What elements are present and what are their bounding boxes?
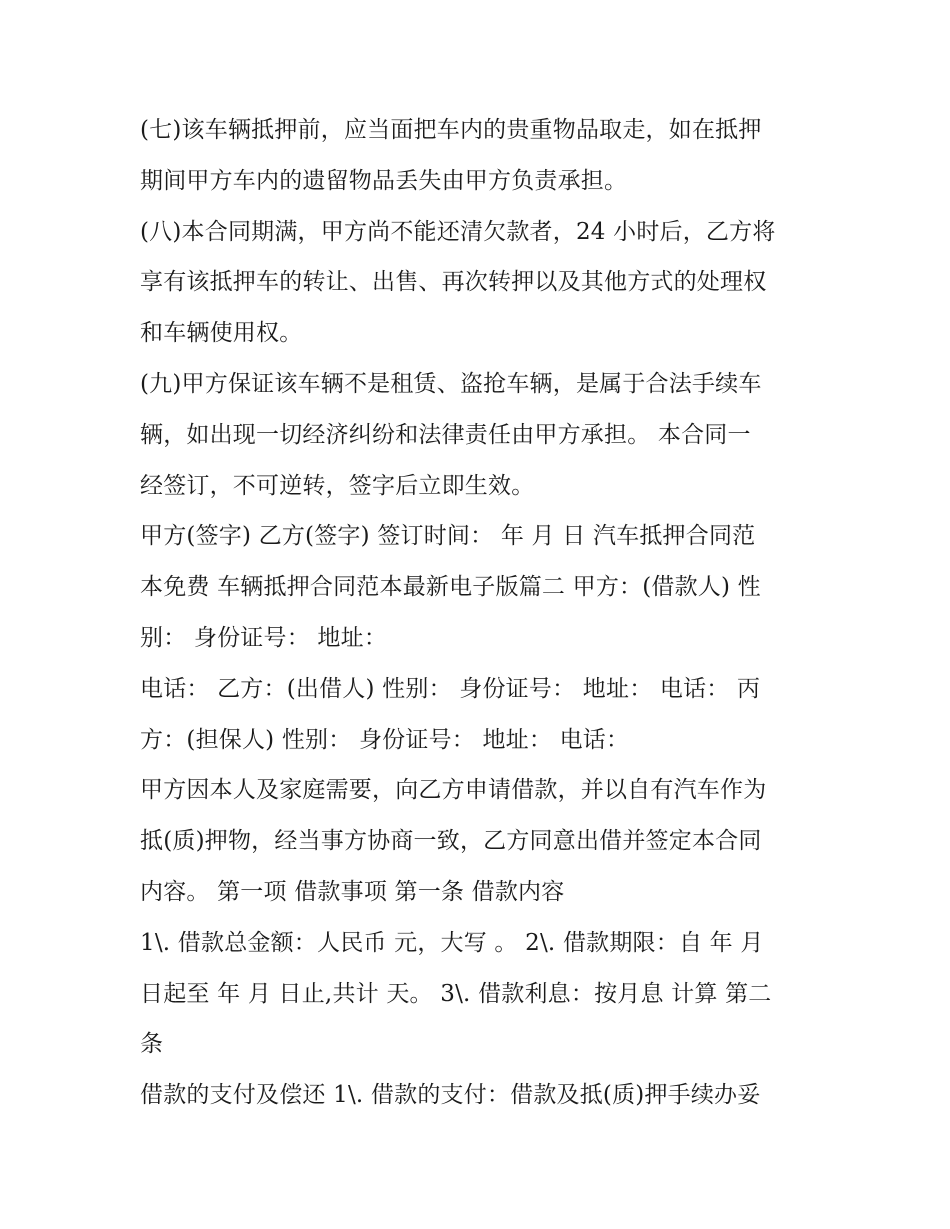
text-line: 辆，如出现一切经济纠纷和法律责任由甲方承担。 本合同一 [140,421,751,448]
text-line: 日起至 年 月 日止,共计 天。 3\. 借款利息：按月息 计算 第二 [140,980,772,1007]
text-line: 条 [140,1031,164,1058]
text-line: 别： 身份证号： 地址： [140,624,388,651]
text-line: 和车辆使用权。 [140,320,303,347]
text-line: 期间甲方车内的遗留物品丢失由甲方负责承担。 [140,167,628,194]
text-line: 抵(质)押物，经当事方协商一致，乙方同意出借并签定本合同 [140,828,762,855]
text-line: (九)甲方保证该车辆不是租赁、盗抢车辆，是属于合法手续车 [140,370,762,397]
text-line: 甲方因本人及家庭需要，向乙方申请借款，并以自有汽车作为 [140,777,767,804]
text-line: (七)该车辆抵押前，应当面把车内的贵重物品取走，如在抵押 [140,117,762,143]
text-line: 甲方(签字) 乙方(签字) 签订时间： 年 月 日 汽车抵押合同范 [140,523,756,550]
text-line: (八)本合同期满，甲方尚不能还清欠款者，24 小时后，乙方将 [140,218,776,245]
text-line: 借款的支付及偿还 1\. 借款的支付：借款及抵(质)押手续办妥 [140,1082,761,1109]
document-body [140,105,820,1121]
text-line: 方：(担保人) 性别： 身份证号： 地址： 电话： [140,726,630,753]
text-line: 本免费 车辆抵押合同范本最新电子版篇二 甲方：(借款人) 性 [140,574,761,601]
text-line: 经签订，不可逆转，签字后立即生效。 [140,472,535,499]
text-line: 1\. 借款总金额：人民币 元，大写 。 2\. 借款期限：自 年 月 [140,929,764,956]
text-line: 享有该抵押车的转让、出售、再次转押以及其他方式的处理权 [140,269,767,296]
text-line: 内容。 第一项 借款事项 第一条 借款内容 [140,878,565,905]
text-line: 电话： 乙方：(出借人) 性别： 身份证号： 地址： 电话： 丙 [140,675,761,702]
